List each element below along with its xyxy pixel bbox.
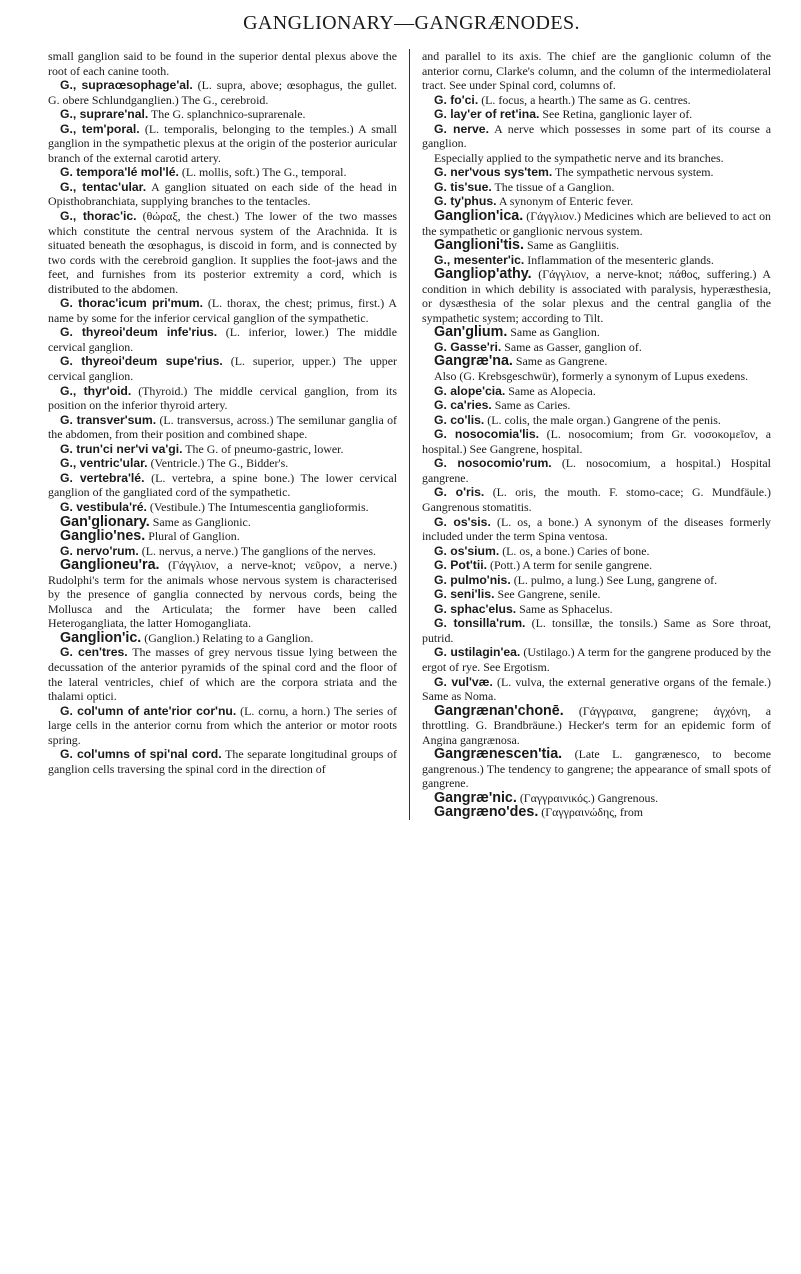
entry-definition: (L. focus, a hearth.) The same as G. centres. xyxy=(481,92,691,107)
dictionary-entry xyxy=(422,558,771,573)
entry-headword: G. thyreoi'deum infe'rius. xyxy=(60,325,218,340)
entry-definition: Same as Ganglionic. xyxy=(152,514,251,529)
dictionary-entry xyxy=(422,427,771,456)
dictionary-entry xyxy=(48,413,397,442)
dictionary-entry xyxy=(48,747,397,776)
entry-headword: G. os'sium. xyxy=(434,543,500,558)
entry-definition: Same as Ganglion. xyxy=(510,325,600,340)
entry-definition: (L. transversus, across.) The semilunar ganglia of the abdomen, from their position and combined shape. xyxy=(48,412,397,442)
entry-definition: Same as Gangliitis. xyxy=(526,238,620,253)
dictionary-entry xyxy=(48,122,397,166)
entry-definition: (θώραξ, the chest.) The lower of the two masses which constitute the central nervous system of the Arachnida. It is situated beneath the œsophagus, is discoid in form, and is connected by two cords with the cerebroid ganglion. It supplies the foot-jaws and the feet, and furnishes from its posterior extremity a cord, which is distributed to the abdomen. xyxy=(48,209,397,296)
entry-definition: A nerve which possesses in some part of its course a ganglion. xyxy=(422,121,771,151)
entry-definition: (Ustilago.) A term for the gangrene produced by the ergot of rye. See Ergotism. xyxy=(422,645,772,674)
dictionary-entry xyxy=(422,253,771,268)
entry-definition: Inflammation of the mesenteric glands. xyxy=(527,252,714,267)
entry-definition: The separate longitudinal groups of ganglion cells traversing the spinal cord in the direction of xyxy=(48,747,397,776)
entry-definition: The tissue of a Ganglion. xyxy=(494,179,615,194)
entry-headword: G., mesenter'ic. xyxy=(434,252,525,267)
dictionary-entry xyxy=(422,485,771,514)
entry-definition: Plural of Ganglion. xyxy=(148,529,240,544)
dictionary-entry xyxy=(48,544,397,559)
dictionary-entry xyxy=(422,93,771,108)
dictionary-entry xyxy=(48,180,397,209)
entry-headword: Gangliop'athy. xyxy=(434,266,532,283)
dictionary-entry xyxy=(48,456,397,471)
dictionary-entry xyxy=(422,209,771,238)
dictionary-entry xyxy=(422,616,771,645)
dictionary-entry xyxy=(48,500,397,515)
entry-headword: G. ca'ries. xyxy=(434,398,492,413)
right-column xyxy=(409,49,771,820)
dictionary-entry xyxy=(48,49,397,78)
entry-headword: Gan'glium. xyxy=(434,324,508,341)
entry-headword: G. seni'lis. xyxy=(434,587,495,602)
entry-headword: G., tentac'ular. xyxy=(60,179,147,194)
dictionary-entry xyxy=(48,442,397,457)
entry-headword: G., supraœsophage'al. xyxy=(60,78,193,93)
dictionary-entry xyxy=(422,398,771,413)
entry-definition: Same as Gangrene. xyxy=(515,354,608,369)
entry-headword: Gangræ'na. xyxy=(434,353,513,370)
entry-definition: (L. nervus, a nerve.) The ganglions of the nerves. xyxy=(141,543,376,558)
entry-definition: (Γάγγλιον, a nerve-knot; νεῦρον, a nerve.) Rudolphi's term for the animals whose nervous system is characterised by the presence of ganglia connected by nervous cords, being the Mollusca and the Articulata; the former have been called Heterogangliata, the latter Homogangliata. xyxy=(48,558,397,631)
entry-definition: (Thyroid.) The middle cervical ganglion, from its position on the inferior thyroid artery. xyxy=(48,383,397,413)
dictionary-entry xyxy=(422,602,771,617)
entry-definition: (Γαγγραινώδης, from xyxy=(541,805,644,820)
entry-definition: (L. vertebra, a spine bone.) The lower cervical ganglion of the gangliated cord of the sympathetic. xyxy=(48,470,397,500)
entry-headword: G. Pot'tii. xyxy=(434,558,487,573)
entry-definition: See Retina, ganglionic layer of. xyxy=(542,107,693,122)
entry-definition: (Vestibule.) The Intumescentia ganglioformis. xyxy=(149,499,369,514)
dictionary-entry xyxy=(422,165,771,180)
dictionary-entry xyxy=(422,675,771,704)
entry-headword: G. ustilagin'ea. xyxy=(434,645,521,660)
entry-definition: (L. cornu, a horn.) The series of large cells in the anterior cornu from which the anterior or motor roots spring. xyxy=(48,703,398,747)
dictionary-entry xyxy=(48,296,397,325)
dictionary-entry xyxy=(422,267,771,325)
dictionary-entry xyxy=(48,529,397,544)
entry-definition: (Γάγγραινα, gangrene; ἀγχόνη, a throttling. G. Brandbräune.) Hecker's term for an epidemic form of Angina gangrænosa. xyxy=(422,703,771,747)
entry-definition: (L. pulmo, a lung.) See Lung, gangrene of. xyxy=(513,572,718,587)
entry-headword: G. vertebra'lé. xyxy=(60,470,145,485)
entry-headword: G. lay'er of ret'ina. xyxy=(434,107,540,122)
dictionary-entry xyxy=(422,354,771,369)
dictionary-entry xyxy=(48,471,397,500)
dictionary-entry xyxy=(422,573,771,588)
dictionary-entry xyxy=(48,558,397,631)
entry-headword: Gangræno'des. xyxy=(434,804,539,821)
dictionary-entry xyxy=(422,791,771,806)
dictionary-entry xyxy=(48,354,397,383)
entry-headword: G. thorac'icum pri'mum. xyxy=(60,296,204,311)
entry-headword: G. o'ris. xyxy=(434,485,485,500)
dictionary-entry xyxy=(422,180,771,195)
dictionary-entry xyxy=(422,645,771,674)
entry-definition: Also (G. Krebsgeschwür), formerly a synonym of Lupus exedens. xyxy=(434,369,749,384)
dictionary-entry xyxy=(422,238,771,253)
entry-definition: (L. mollis, soft.) The G., temporal. xyxy=(181,165,347,180)
entry-definition: (L. thorax, the chest; primus, first.) A name by some for the inferior cervical ganglion of the sympathetic. xyxy=(48,296,397,325)
entry-definition: small ganglion said to be found in the superior dental plexus above the root of each canine tooth. xyxy=(48,49,397,78)
entry-definition: (L. supra, above; œsophagus, the gullet. G. obere Schlundganglien.) The G., cerebroid. xyxy=(48,78,397,107)
entry-definition: Same as Caries. xyxy=(494,398,571,413)
entry-definition: (L. tonsillæ, the tonsils.) Same as Sore throat, putrid. xyxy=(422,616,772,645)
dictionary-entry xyxy=(422,122,771,151)
dictionary-entry xyxy=(48,704,397,748)
entry-headword: G. tempora'lé mol'lé. xyxy=(60,165,179,180)
entry-headword: G. Gasse'ri. xyxy=(434,339,502,354)
entry-definition: A ganglion situated on each side of the head in Opisthobranchiata, supplying branches to the tentacles. xyxy=(48,179,397,209)
entry-definition: (L. vulva, the external generative organs of the female.) Same as Noma. xyxy=(422,674,771,704)
entry-headword: G. transver'sum. xyxy=(60,412,157,427)
dictionary-entry xyxy=(48,631,397,646)
entry-definition: (L. os, a bone.) A synonym of the diseases formerly included under the term Spina ventosa. xyxy=(422,514,771,544)
entry-definition: and parallel to its axis. The chief are the ganglionic column of the anterior cornu, Clarke's column, and the column of the intermediolateral tract. See under Spinal cord, columns of. xyxy=(422,49,771,93)
entry-headword: G., tem'poral. xyxy=(60,121,140,136)
entry-headword: G. vestibula'ré. xyxy=(60,499,147,514)
entry-headword: Gangræ'nic. xyxy=(434,789,517,806)
dictionary-entry xyxy=(422,49,771,93)
entry-headword: G. sphac'elus. xyxy=(434,601,517,616)
dictionary-entry xyxy=(48,325,397,354)
entry-definition: (L. colis, the male organ.) Gangrene of the penis. xyxy=(487,412,721,427)
entry-headword: G. trun'ci ner'vi va'gi. xyxy=(60,441,183,456)
entry-headword: G., thyr'oid. xyxy=(60,383,132,398)
entry-definition: Same as Gasser, ganglion of. xyxy=(504,339,642,354)
entry-definition: Same as Sphacelus. xyxy=(519,601,613,616)
running-head: GANGLIONARY—GANGRÆNODES. xyxy=(243,12,580,34)
entry-headword: G. ner'vous sys'tem. xyxy=(434,165,553,180)
entry-definition: (L. os, a bone.) Caries of bone. xyxy=(502,543,650,558)
entry-definition: The sympathetic nervous system. xyxy=(555,165,714,180)
dictionary-entry xyxy=(422,587,771,602)
dictionary-entry xyxy=(422,194,771,209)
dictionary-entry xyxy=(48,78,397,107)
dictionary-entry xyxy=(422,384,771,399)
entry-definition: (L. temporalis, belonging to the temples.) A small ganglion in the sympathetic plexus at the origin of the posterior auricular branch of the external carotid artery. xyxy=(48,121,397,165)
entry-definition: (Ventricle.) The G., Bidder's. xyxy=(150,456,289,471)
entry-headword: Ganglioni'tis. xyxy=(434,237,524,254)
entry-headword: Gan'glionary. xyxy=(60,513,150,530)
entry-definition: (Γαγγραινικός.) Gangrenous. xyxy=(519,790,659,805)
dictionary-entry xyxy=(48,209,397,296)
entry-headword: G. thyreoi'deum supe'rius. xyxy=(60,354,223,369)
dictionary-entry xyxy=(48,165,397,180)
dictionary-entry xyxy=(422,107,771,122)
dictionary-entry xyxy=(48,515,397,530)
entry-definition: (Γάγγλιον, a nerve-knot; πάθος, suffering.) A condition in which debility is associated with paralysis, hyperæsthesia, or dysæsthesia of the solar plexus and the central ganglia of the sympathetic system; according to Tilt. xyxy=(422,267,771,325)
entry-headword: Ganglioneu'ra. xyxy=(60,557,160,574)
dictionary-entry xyxy=(422,544,771,559)
entry-definition: (Ganglion.) Relating to a Ganglion. xyxy=(144,630,314,645)
dictionary-entry xyxy=(48,107,397,122)
dictionary-entry xyxy=(422,456,771,485)
entry-definition: (Γάγγλιον.) Medicines which are believed to act on the sympathetic or ganglionic nervous system. xyxy=(422,209,771,238)
dictionary-entry xyxy=(422,151,771,166)
entry-headword: G. co'lis. xyxy=(434,412,485,427)
entry-headword: Ganglion'ic. xyxy=(60,629,142,646)
entry-headword: G., thorac'ic. xyxy=(60,209,137,224)
entry-headword: Ganglio'nes. xyxy=(60,528,146,545)
entry-headword: Gangrænan'chonē. xyxy=(434,702,564,719)
dictionary-entry xyxy=(48,645,397,703)
dictionary-entry xyxy=(48,384,397,413)
entry-definition: (L. oris, the mouth. F. stomo-cace; G. Mundfäule.) Gangrenous stomatitis. xyxy=(422,485,771,514)
entry-definition: (L. nosocomium; from Gr. νοσοκομεῖον, a hospital.) See Gangrene, hospital. xyxy=(422,427,771,456)
entry-headword: G. vul'væ. xyxy=(434,674,493,689)
entry-headword: G. nerve. xyxy=(434,121,489,136)
entry-headword: Gangrænescen'tia. xyxy=(434,746,563,763)
entry-headword: G. cen'tres. xyxy=(60,645,128,660)
dictionary-entry xyxy=(422,325,771,340)
entry-definition: (Late L. gangrænesco, to become gangrenous.) The tendency to gangrene; the appearance of small spots of gangrene. xyxy=(422,747,771,791)
entry-headword: G. ty'phus. xyxy=(434,194,497,209)
entry-definition: (L. inferior, lower.) The middle cervical ganglion. xyxy=(48,325,397,354)
entry-definition: See Gangrene, senile. xyxy=(497,587,601,602)
entry-definition: The masses of grey nervous tissue lying between the decussation of the anterior pyramids of the spinal cord and the floor of the lateral ventricles, chief of which are the corpora striata and the thalami optici. xyxy=(48,645,397,704)
dictionary-entry xyxy=(422,413,771,428)
entry-definition: The G. of pneumo-gastric, lower. xyxy=(185,441,344,456)
entry-headword: G. os'sis. xyxy=(434,514,491,529)
entry-headword: G. pulmo'nis. xyxy=(434,572,511,587)
dictionary-entry xyxy=(422,369,771,384)
entry-headword: G. tonsilla'rum. xyxy=(434,616,526,631)
entry-headword: G. alope'cia. xyxy=(434,383,506,398)
entry-definition: (L. nosocomium, a hospital.) Hospital gangrene. xyxy=(422,456,771,485)
entry-headword: G. col'umns of spi'nal cord. xyxy=(60,747,222,762)
dictionary-entry xyxy=(422,805,771,820)
left-column xyxy=(48,49,409,776)
entry-headword: G. fo'ci. xyxy=(434,92,479,107)
entry-definition: Especially applied to the sympathetic nerve and its branches. xyxy=(434,150,724,165)
entry-headword: G., ventric'ular. xyxy=(60,456,148,471)
dictionary-entry xyxy=(422,340,771,355)
entry-headword: G. nervo'rum. xyxy=(60,543,139,558)
entry-headword: G. tis'sue. xyxy=(434,179,492,194)
entry-headword: G. col'umn of ante'rior cor'nu. xyxy=(60,703,237,718)
entry-headword: Ganglion'ica. xyxy=(434,208,524,225)
entry-definition: (Pott.) A term for senile gangrene. xyxy=(489,558,653,573)
two-column-body xyxy=(48,49,775,820)
entry-definition: A synonym of Enteric fever. xyxy=(498,194,634,209)
entry-headword: G., suprare'nal. xyxy=(60,107,149,122)
entry-definition: Same as Alopecia. xyxy=(508,383,596,398)
entry-headword: G. nosocomio'rum. xyxy=(434,456,552,471)
entry-definition: The G. splanchnico-suprarenale. xyxy=(151,107,306,122)
entry-definition: (L. superior, upper.) The upper cervical ganglion. xyxy=(48,354,397,384)
dictionary-entry xyxy=(422,747,771,791)
entry-headword: G. nosocomia'lis. xyxy=(434,427,540,442)
dictionary-entry xyxy=(422,515,771,544)
dictionary-entry xyxy=(422,704,771,748)
